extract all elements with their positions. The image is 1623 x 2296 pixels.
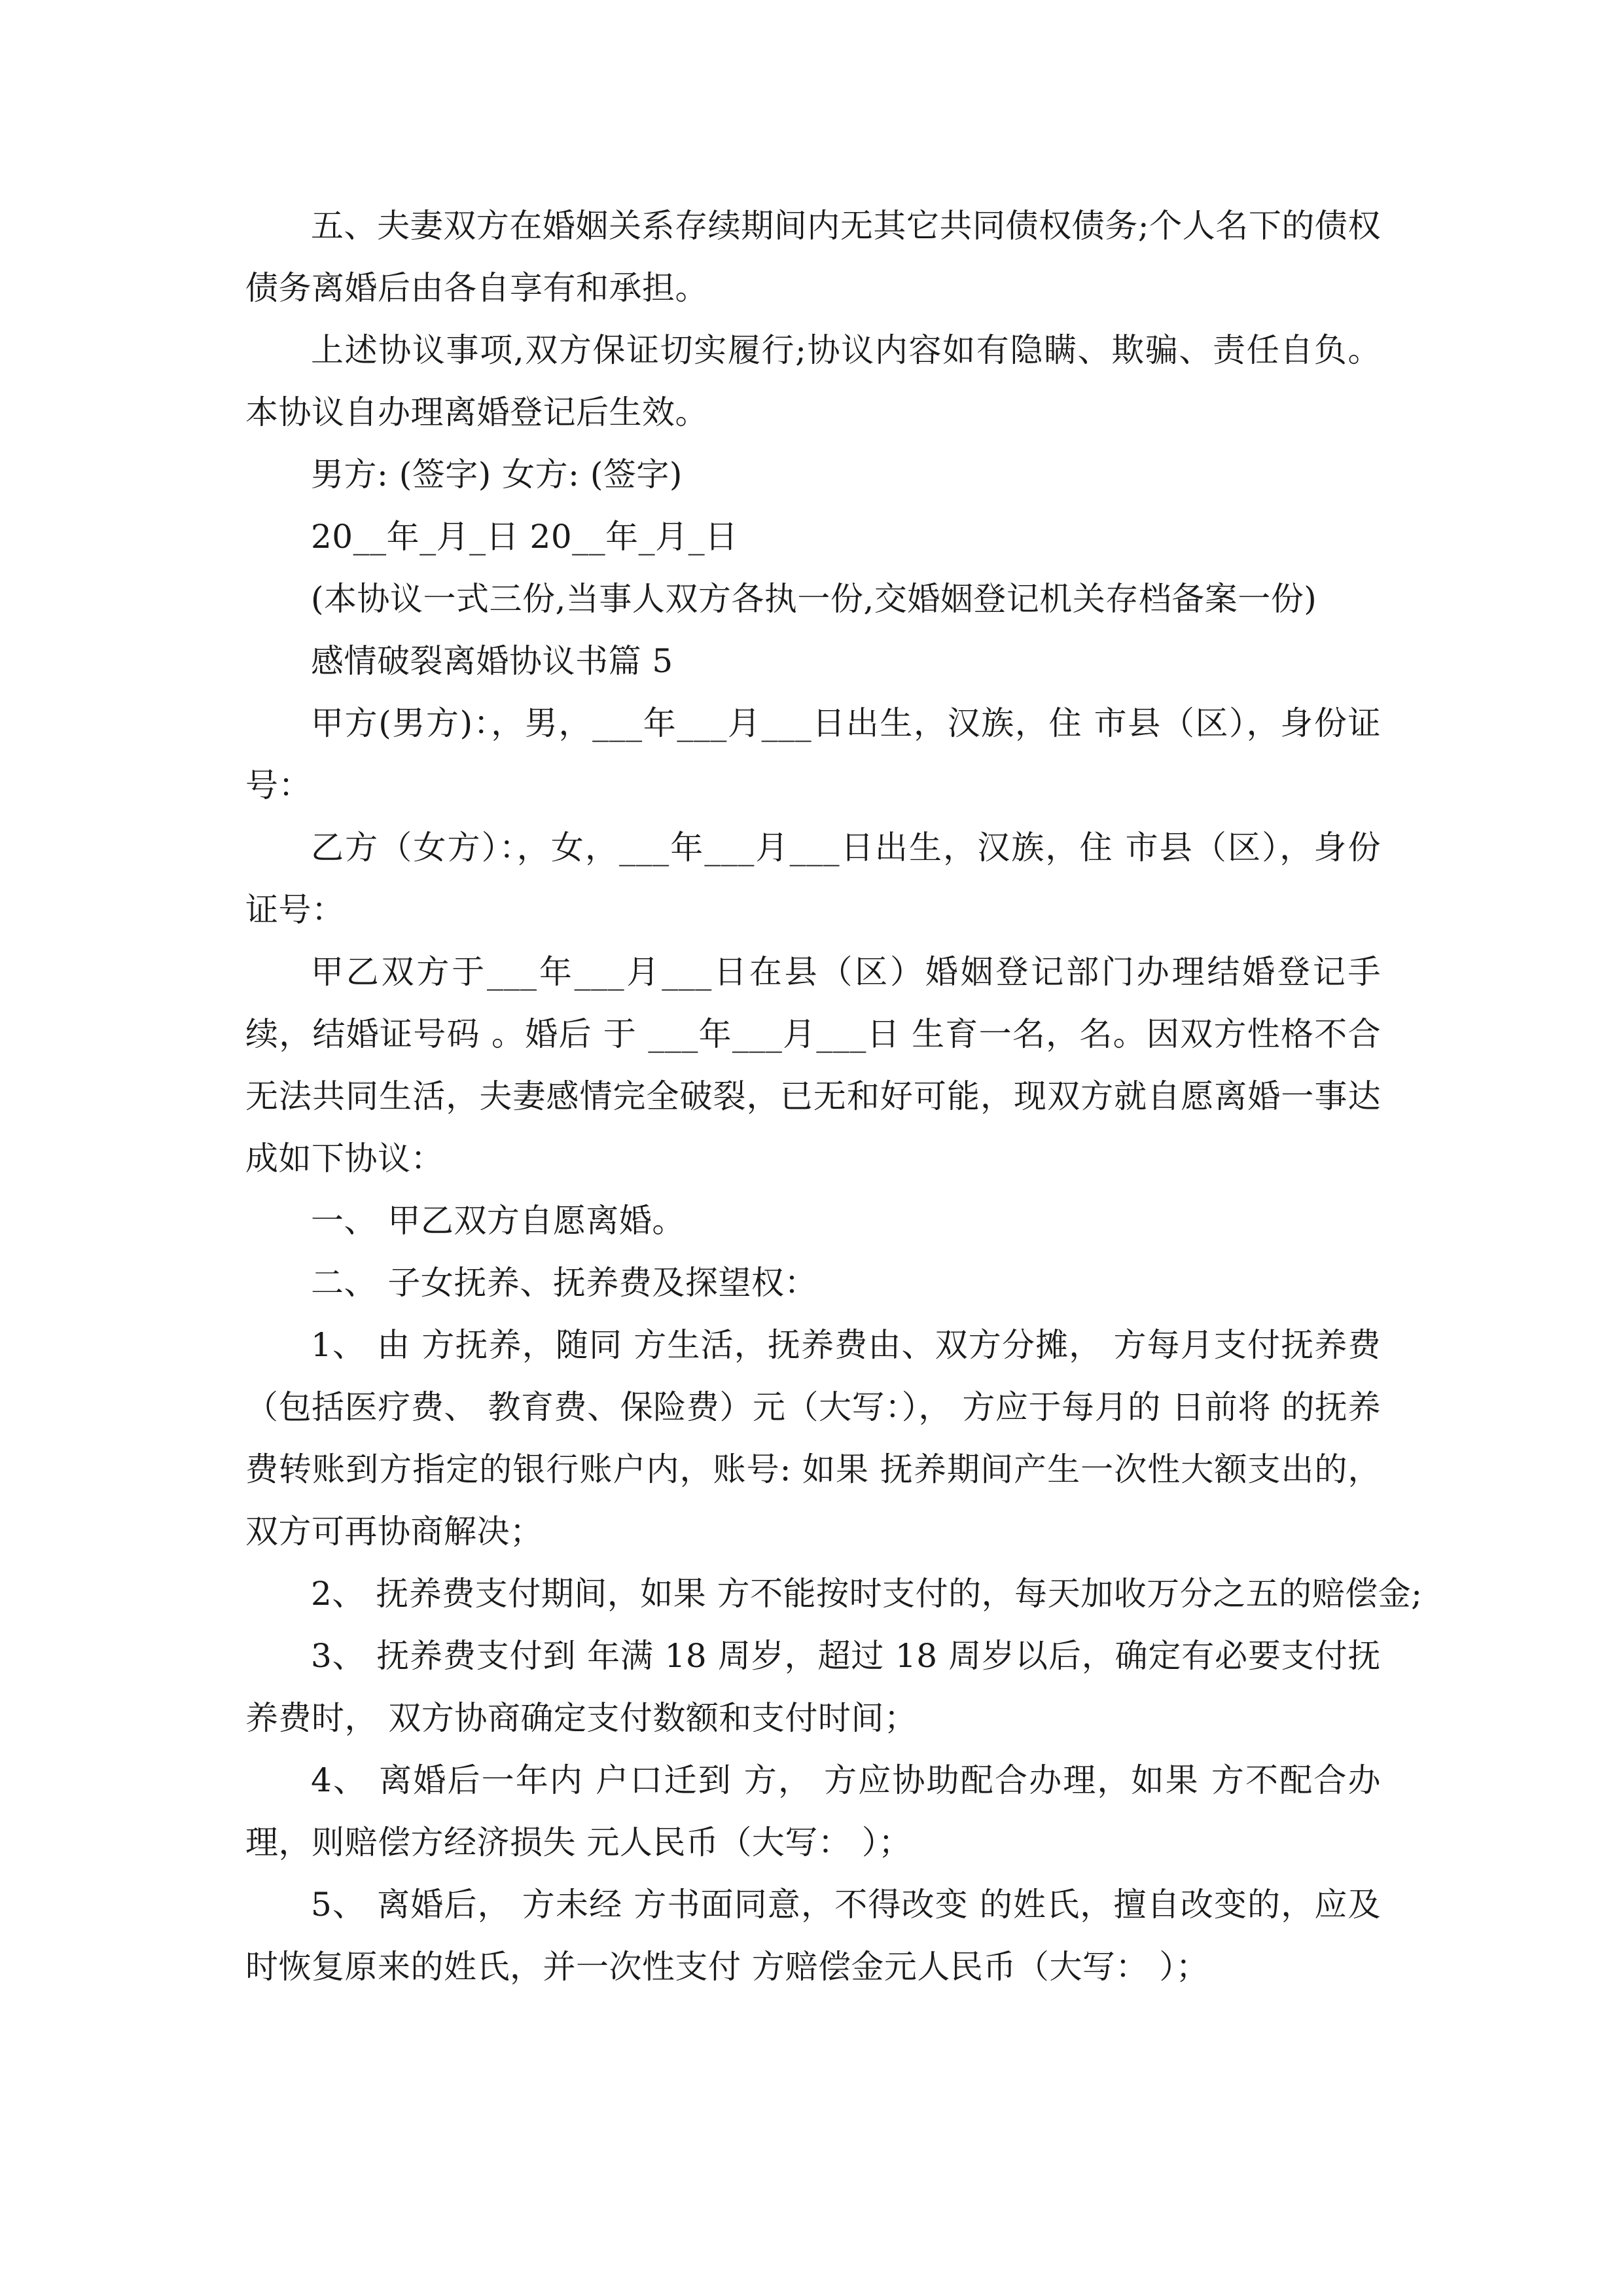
- sub-clause-1: 1、 由 方抚养，随同 方生活，抚养费由、双方分摊， 方每月支付抚养费（包括医疗费、 教育费、保险费）元（大写：）， 方应于每月的 日前将 的抚养费转账到方指定的银行账户内，账号: 如果 抚养期间产生一次性大额支出的，双方可再协商解决；: [245, 1326, 1381, 1551]
- date-line: 20__年_月_日 20__年_月_日: [311, 518, 738, 556]
- marriage-background: 甲乙双方于___年___月___日在县（区）婚姻登记部门办理结婚登记手续，结婚证号码 。婚后 于 ___年___月___日 生育一名，名。因双方性格不合无法共同生活，夫妻感情完全破裂，已无和好可能，现双方就自愿离婚一事达成如下协议：: [245, 953, 1381, 1177]
- sub-clause-4: 4、 离婚后一年内 户口迁到 方， 方应协助配合办理，如果 方不配合办理，则赔偿方经济损失 元人民币（大写： ）；: [245, 1761, 1381, 1861]
- sub-clause-3: 3、 抚养费支付到 年满 18 周岁，超过 18 周岁以后，确定有必要支付抚养费时， 双方协商确定支付数额和支付时间；: [245, 1637, 1381, 1737]
- party-b: 乙方（女方）：，女，___年___月___日出生，汉族，住 市县（区），身份证号：: [245, 829, 1381, 929]
- copies-note: (本协议一式三份,当事人双方各执一份,交婚姻登记机关存档备案一份): [311, 580, 1317, 618]
- sub-clause-5: 5、 离婚后， 方未经 方书面同意，不得改变 的姓氏，擅自改变的，应及时恢复原来的姓氏，并一次性支付 方赔偿金元人民币（大写： ）；: [245, 1886, 1381, 1986]
- paragraph-agreement-effect: 上述协议事项,双方保证切实履行;协议内容如有隐瞒、欺骗、责任自负。本协议自办理离婚登记后生效。: [245, 331, 1381, 431]
- document-body: [245, 195, 1423, 1998]
- sub-clause-2: 2、 抚养费支付期间，如果 方不能按时支付的，每天加收万分之五的赔偿金;: [311, 1575, 1423, 1613]
- signature-line: 男方: (签字) 女方: (签字): [311, 456, 683, 493]
- clause-2: 二、 子女抚养、抚养费及探望权：: [311, 1264, 817, 1302]
- paragraph-debts: 五、夫妻双方在婚姻关系存续期间内无其它共同债权债务;个人名下的债权债务离婚后由各自享有和承担。: [245, 207, 1381, 307]
- section-title: 感情破裂离婚协议书篇 5: [311, 642, 673, 680]
- party-a: 甲方(男方)：，男，___年___月___日出生，汉族，住 市县（区），身份证号：: [245, 704, 1381, 804]
- clause-1: 一、 甲乙双方自愿离婚。: [311, 1202, 685, 1240]
